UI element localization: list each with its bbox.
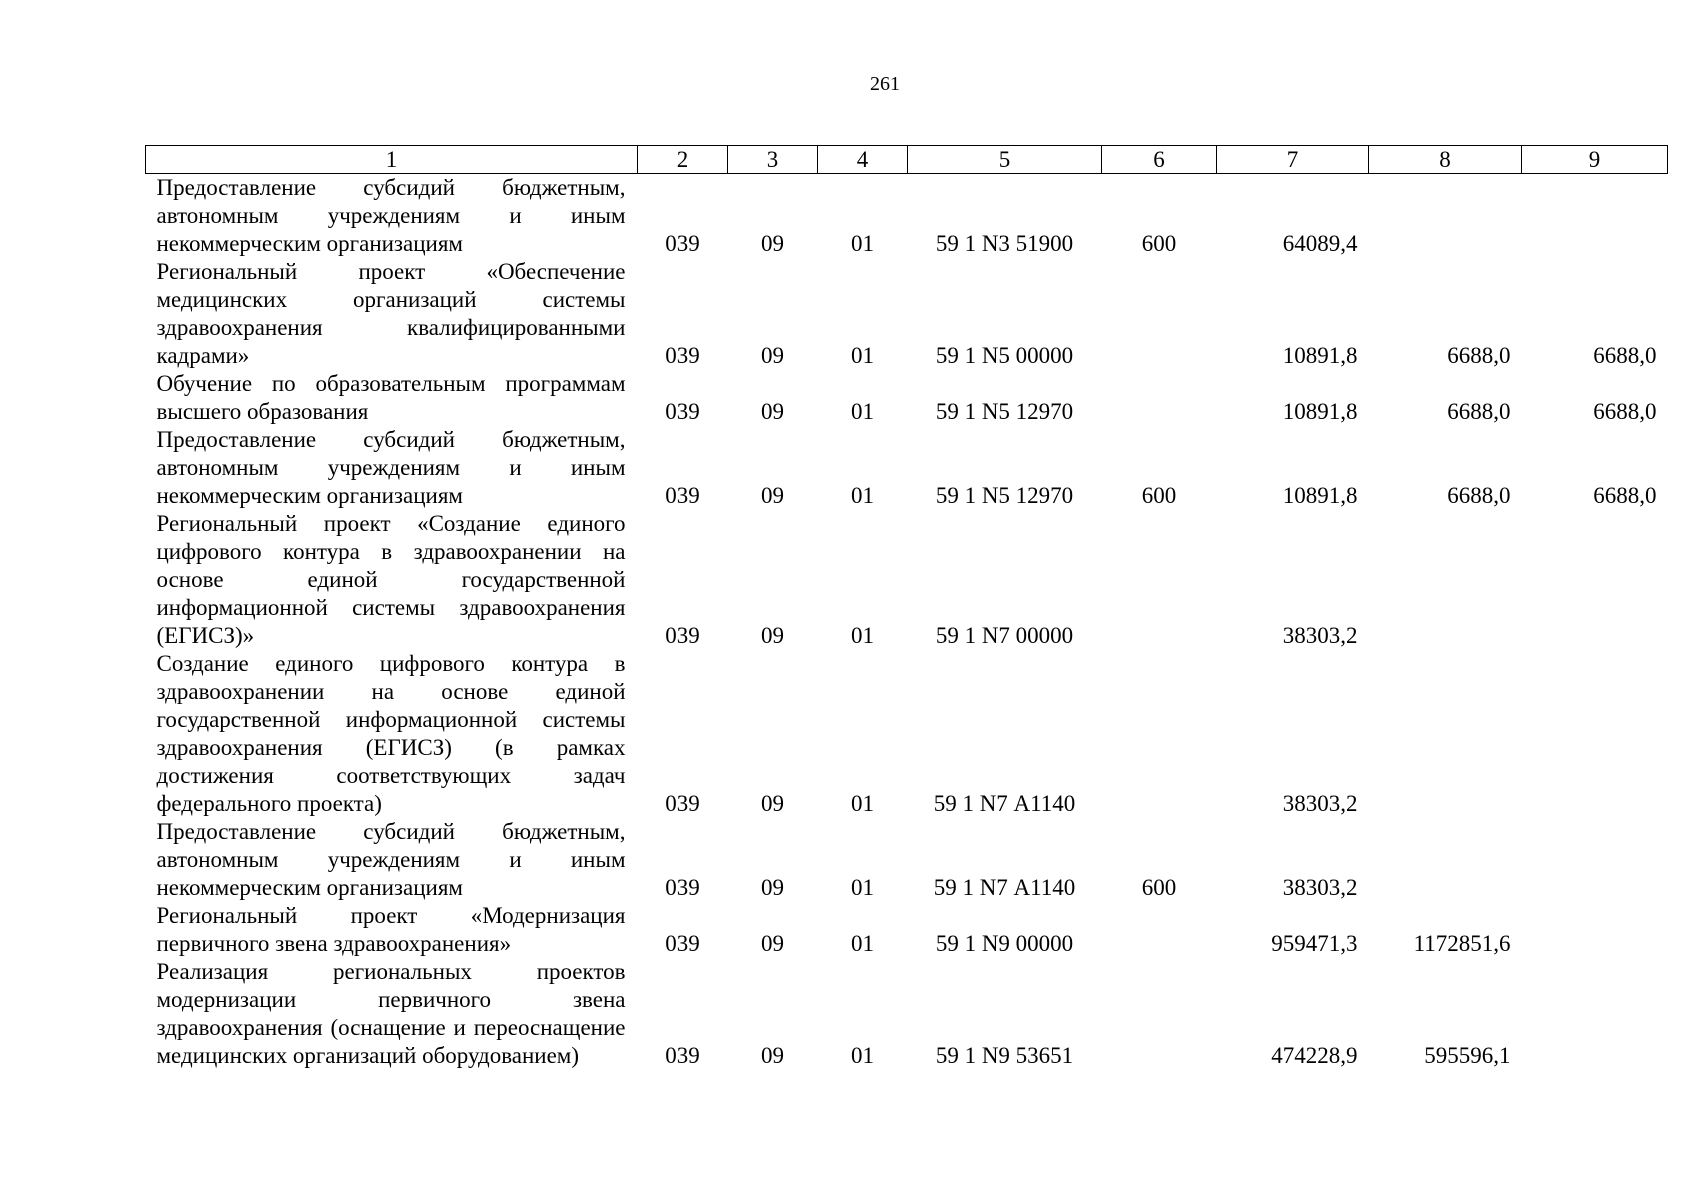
row-name: Создание единого цифрового контура в здравоохранении на основе единой государственной информационной системы здравоохранения (ЕГИСЗ) (в рамках достижения соответствующих задач федерального проекта) xyxy=(156,651,626,816)
section-code: 09 xyxy=(761,231,784,256)
column-header-8: 8 xyxy=(1369,146,1522,174)
amount-col-9 xyxy=(1522,650,1668,818)
row-name: Региональный проект «Обеспечение медицинских организаций системы здравоохранения квалифицированными кадрами» xyxy=(156,259,626,368)
amount-col-9 xyxy=(1522,510,1668,650)
section-code: 09 xyxy=(761,483,784,508)
amount-col-7: 10891,8 xyxy=(1282,483,1358,508)
table-row xyxy=(146,650,1668,818)
subsection-code: 01 xyxy=(851,791,874,816)
expense-type-code xyxy=(1102,510,1217,650)
admin-code: 039 xyxy=(665,931,700,956)
amount-col-8 xyxy=(1369,174,1522,259)
section-code: 09 xyxy=(761,931,784,956)
expense-type-code: 600 xyxy=(1141,875,1177,900)
section-code: 09 xyxy=(761,875,784,900)
amount-col-9 xyxy=(1522,958,1668,1070)
column-header-5: 5 xyxy=(908,146,1102,174)
section-code: 09 xyxy=(761,623,784,648)
admin-code: 039 xyxy=(665,343,700,368)
target-article-code: 59 1 N5 12970 xyxy=(935,399,1074,424)
subsection-code: 01 xyxy=(851,931,874,956)
column-header-3: 3 xyxy=(728,146,818,174)
table-row xyxy=(146,426,1668,510)
column-header-9: 9 xyxy=(1522,146,1668,174)
row-name: Предоставление субсидий бюджетным, автономным учреждениям и иным некоммерческим организациям xyxy=(156,819,626,900)
amount-col-8 xyxy=(1369,818,1522,902)
amount-col-8: 6688,0 xyxy=(1447,399,1511,424)
column-header-1: 1 xyxy=(146,146,638,174)
table-row xyxy=(146,958,1668,1070)
target-article-code: 59 1 N7 00000 xyxy=(935,623,1074,648)
column-header-6: 6 xyxy=(1102,146,1217,174)
admin-code: 039 xyxy=(665,483,700,508)
expense-type-code: 600 xyxy=(1141,483,1177,508)
row-name: Реализация региональных проектов модернизации первичного звена здравоохранения (оснащение и переоснащение медицинских организаций оборудованием) xyxy=(156,959,626,1068)
amount-col-8: 1172851,6 xyxy=(1413,931,1511,956)
table-row xyxy=(146,902,1668,958)
section-code: 09 xyxy=(761,399,784,424)
subsection-code: 01 xyxy=(851,623,874,648)
amount-col-7: 38303,2 xyxy=(1282,791,1358,816)
amount-col-7: 474228,9 xyxy=(1271,1043,1358,1068)
target-article-code: 59 1 N7 А1140 xyxy=(933,875,1076,900)
amount-col-7: 38303,2 xyxy=(1282,623,1358,648)
row-name: Предоставление субсидий бюджетным, автономным учреждениям и иным некоммерческим организациям xyxy=(156,175,626,256)
admin-code: 039 xyxy=(665,399,700,424)
row-name: Региональный проект «Создание единого цифрового контура в здравоохранении на основе единой государственной информационной системы здравоохранения (ЕГИСЗ)» xyxy=(156,511,626,648)
amount-col-8 xyxy=(1369,650,1522,818)
expense-type-code xyxy=(1102,902,1217,958)
expense-type-code xyxy=(1102,958,1217,1070)
table-row xyxy=(146,818,1668,902)
amount-col-9 xyxy=(1522,818,1668,902)
table-header xyxy=(146,146,1668,174)
amount-col-7: 10891,8 xyxy=(1282,343,1358,368)
section-code: 09 xyxy=(761,343,784,368)
expense-type-code xyxy=(1102,370,1217,426)
row-name: Региональный проект «Модернизация первичного звена здравоохранения» xyxy=(156,903,626,956)
subsection-code: 01 xyxy=(851,875,874,900)
row-name: Предоставление субсидий бюджетным, автономным учреждениям и иным некоммерческим организациям xyxy=(156,427,626,508)
expense-type-code xyxy=(1102,258,1217,370)
column-header-2: 2 xyxy=(638,146,728,174)
admin-code: 039 xyxy=(665,231,700,256)
amount-col-8 xyxy=(1369,510,1522,650)
target-article-code: 59 1 N5 12970 xyxy=(935,483,1074,508)
amount-col-9 xyxy=(1522,174,1668,259)
amount-col-7: 38303,2 xyxy=(1282,875,1358,900)
admin-code: 039 xyxy=(665,791,700,816)
expense-type-code xyxy=(1102,650,1217,818)
target-article-code: 59 1 N9 00000 xyxy=(935,931,1074,956)
subsection-code: 01 xyxy=(851,343,874,368)
amount-col-7: 10891,8 xyxy=(1282,399,1358,424)
header-row xyxy=(146,146,1668,174)
amount-col-9: 6688,0 xyxy=(1593,343,1657,368)
table-row xyxy=(146,370,1668,426)
amount-col-7: 64089,4 xyxy=(1282,231,1358,256)
table-body xyxy=(146,174,1668,1071)
amount-col-8: 6688,0 xyxy=(1447,343,1511,368)
table-row xyxy=(146,258,1668,370)
subsection-code: 01 xyxy=(851,1043,874,1068)
amount-col-9 xyxy=(1522,902,1668,958)
amount-col-9: 6688,0 xyxy=(1593,399,1657,424)
admin-code: 039 xyxy=(665,623,700,648)
subsection-code: 01 xyxy=(851,231,874,256)
section-code: 09 xyxy=(761,1043,784,1068)
amount-col-8: 6688,0 xyxy=(1447,483,1511,508)
row-name: Обучение по образовательным программам высшего образования xyxy=(156,371,626,424)
column-header-4: 4 xyxy=(818,146,908,174)
page-number: 261 xyxy=(870,73,900,95)
amount-col-7: 959471,3 xyxy=(1271,931,1358,956)
subsection-code: 01 xyxy=(851,483,874,508)
section-code: 09 xyxy=(761,791,784,816)
subsection-code: 01 xyxy=(851,399,874,424)
target-article-code: 59 1 N7 А1140 xyxy=(933,791,1076,816)
admin-code: 039 xyxy=(665,875,700,900)
table-row xyxy=(146,174,1668,259)
target-article-code: 59 1 N5 00000 xyxy=(935,343,1074,368)
target-article-code: 59 1 N9 53651 xyxy=(935,1043,1074,1068)
amount-col-9: 6688,0 xyxy=(1593,483,1657,508)
target-article-code: 59 1 N3 51900 xyxy=(935,231,1074,256)
budget-table xyxy=(145,145,1668,1070)
admin-code: 039 xyxy=(665,1043,700,1068)
table-row xyxy=(146,510,1668,650)
column-header-7: 7 xyxy=(1217,146,1369,174)
amount-col-8: 595596,1 xyxy=(1424,1043,1511,1068)
expense-type-code: 600 xyxy=(1141,231,1177,256)
